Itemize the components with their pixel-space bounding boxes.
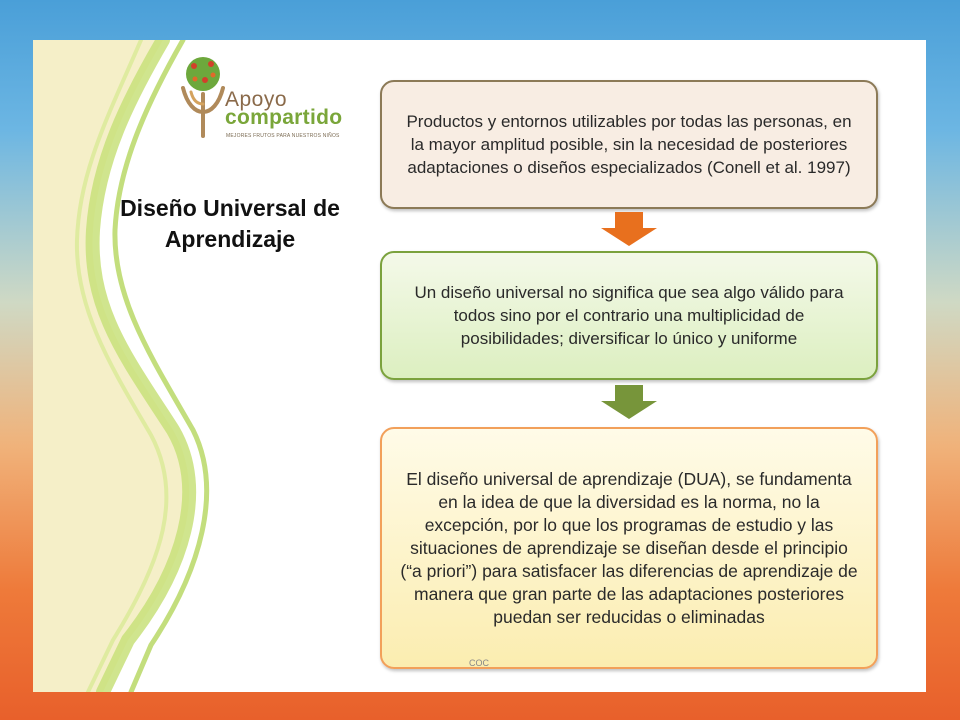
logo-text-apoyo: Apoyo — [225, 88, 288, 111]
definition-box — [380, 80, 878, 209]
slide — [33, 40, 926, 692]
dua-box — [380, 427, 878, 669]
logo-text-compartido: compartido — [225, 106, 343, 129]
down-arrow-icon — [599, 385, 659, 421]
definition-text: Productos y entornos utilizables por todas las personas, en la mayor amplitud posible, sin la necesidad de posteriores adaptaciones o diseños especializados (Conell et al. 1997) — [406, 112, 852, 177]
footer-text: COC — [469, 658, 489, 668]
meaning-box — [380, 251, 878, 380]
meaning-text: Un diseño universal no significa que sea algo válido para todos sino por el contrario una multiplicidad de posibilidades; diversificar lo único y uniforme — [414, 283, 844, 348]
dua-text: El diseño universal de aprendizaje (DUA), se fundamenta en la idea de que la diversidad es la norma, no la excepción, por lo que los programas de estudio y las situaciones de aprendizaje se diseñan desde el principio (“a priori”) para satisfacer las diferencias de aprendizaje de manera que gran parte de las adaptaciones posteriores puedan ser reducidas o eliminadas — [400, 468, 858, 627]
down-arrow-icon — [599, 212, 659, 248]
logo-tagline: MEJORES FRUTOS PARA NUESTROS NIÑOS — [226, 133, 340, 139]
slide-title: Diseño Universal de Aprendizaje — [120, 195, 340, 252]
